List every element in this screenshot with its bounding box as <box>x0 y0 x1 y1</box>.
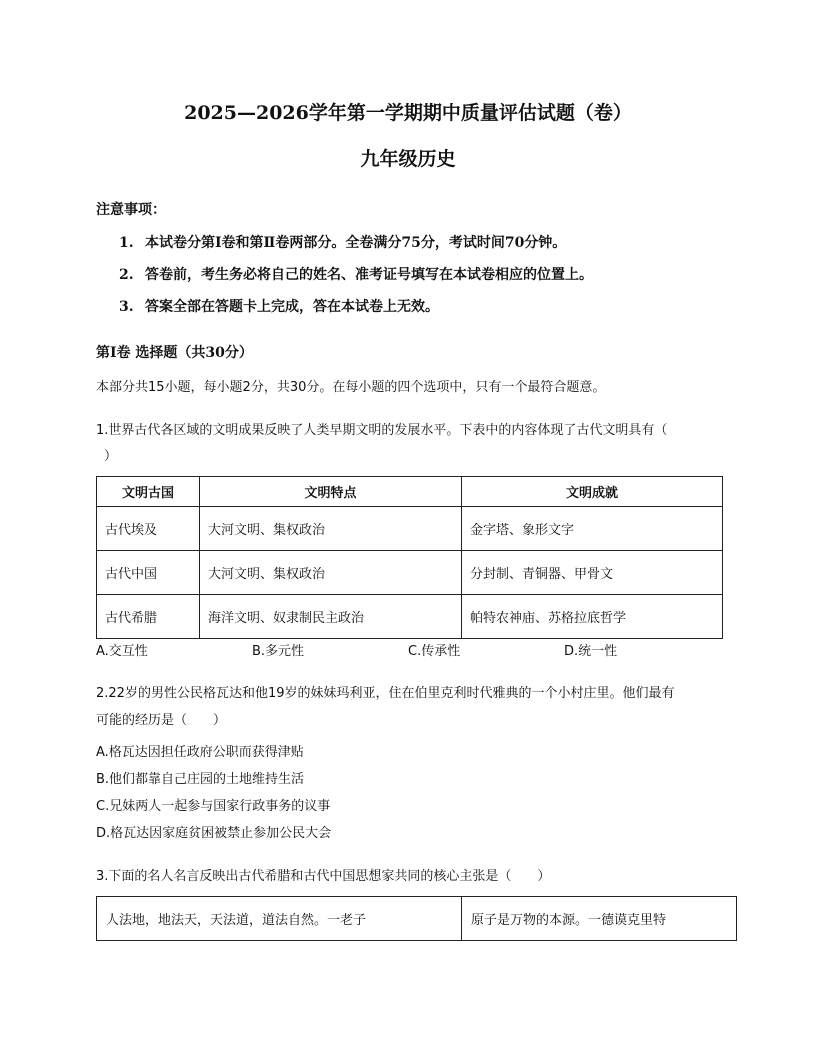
exam-title: 2025—2026学年第一学期期中质量评估试题（卷） <box>184 102 632 124</box>
table-cell: 分封制、青铜器、甲骨文 <box>462 551 723 595</box>
q2-option-d: D.格瓦达因家庭贫困被禁止参加公民大会 <box>96 826 332 841</box>
q1-option-a: A.交互性 <box>96 644 148 659</box>
q1-stem-continued: ） <box>104 449 118 464</box>
q3-table <box>96 896 737 941</box>
notice-text: 答卷前，考生务必将自己的姓名、准考证号填写在本试卷相应的位置上。 <box>145 267 593 283</box>
q2-option-b: B.他们都靠自己庄园的土地维持生活 <box>96 772 305 787</box>
notice-number: 2. <box>119 267 134 283</box>
table-header: 文明古国 <box>97 477 200 507</box>
exam-subject: 九年级历史 <box>360 148 456 170</box>
q2-option-a: A.格瓦达因担任政府公职而获得津贴 <box>96 745 304 760</box>
table-cell: 大河文明、集权政治 <box>200 551 462 595</box>
notice-number: 3. <box>119 299 134 315</box>
q2-option-c: C.兄妹两人一起参与国家行政事务的议事 <box>96 799 331 814</box>
table-header: 文明特点 <box>200 477 462 507</box>
table-cell: 古代中国 <box>97 551 200 595</box>
q1-option-b: B.多元性 <box>252 644 305 659</box>
table-cell: 人法地，地法天，天法道，道法自然。一老子 <box>97 897 462 941</box>
notice-number: 1. <box>119 235 134 251</box>
table-header: 文明成就 <box>462 477 723 507</box>
notice-text: 答案全部在答题卡上完成，答在本试卷上无效。 <box>145 299 439 315</box>
notice-item-1 <box>119 232 566 252</box>
q2-stem-continued: 可能的经历是（ ） <box>96 713 227 728</box>
table-cell: 海洋文明、奴隶制民主政治 <box>200 595 462 639</box>
table-row <box>97 551 723 595</box>
q3-stem: 3.下面的名人名言反映出古代希腊和古代中国思想家共同的核心主张是（ ） <box>96 869 551 884</box>
notice-heading: 注意事项： <box>96 202 166 218</box>
table-row <box>97 897 737 941</box>
table-cell: 大河文明、集权政治 <box>200 507 462 551</box>
notice-item-2 <box>119 264 593 284</box>
section-title: 第Ⅰ卷 选择题（共30分） <box>96 345 253 361</box>
q1-option-c: C.传承性 <box>408 644 461 659</box>
q2-stem: 2.22岁的男性公民格瓦达和他19岁的妹妹玛利亚，住在伯里克利时代雅典的一个小村庄里。他们最有 <box>96 686 675 701</box>
q1-option-d: D.统一性 <box>564 644 618 659</box>
table-cell: 帕特农神庙、苏格拉底哲学 <box>462 595 723 639</box>
q1-table <box>96 476 723 639</box>
q1-stem: 1.世界古代各区域的文明成果反映了人类早期文明的发展水平。下表中的内容体现了古代文明具有（ <box>96 423 668 438</box>
notice-text: 本试卷分第Ⅰ卷和第Ⅱ卷两部分。全卷满分75分，考试时间70分钟。 <box>145 235 567 251</box>
table-cell: 古代埃及 <box>97 507 200 551</box>
table-row <box>97 595 723 639</box>
table-cell: 金字塔、象形文字 <box>462 507 723 551</box>
table-row <box>97 507 723 551</box>
section-intro: 本部分共15小题，每小题2分，共30分。在每小题的四个选项中，只有一个最符合题意。 <box>96 380 606 395</box>
table-cell: 原子是万物的本源。一德谟克里特 <box>462 897 737 941</box>
table-header-row <box>97 477 723 507</box>
notice-item-3 <box>119 296 439 316</box>
table-cell: 古代希腊 <box>97 595 200 639</box>
